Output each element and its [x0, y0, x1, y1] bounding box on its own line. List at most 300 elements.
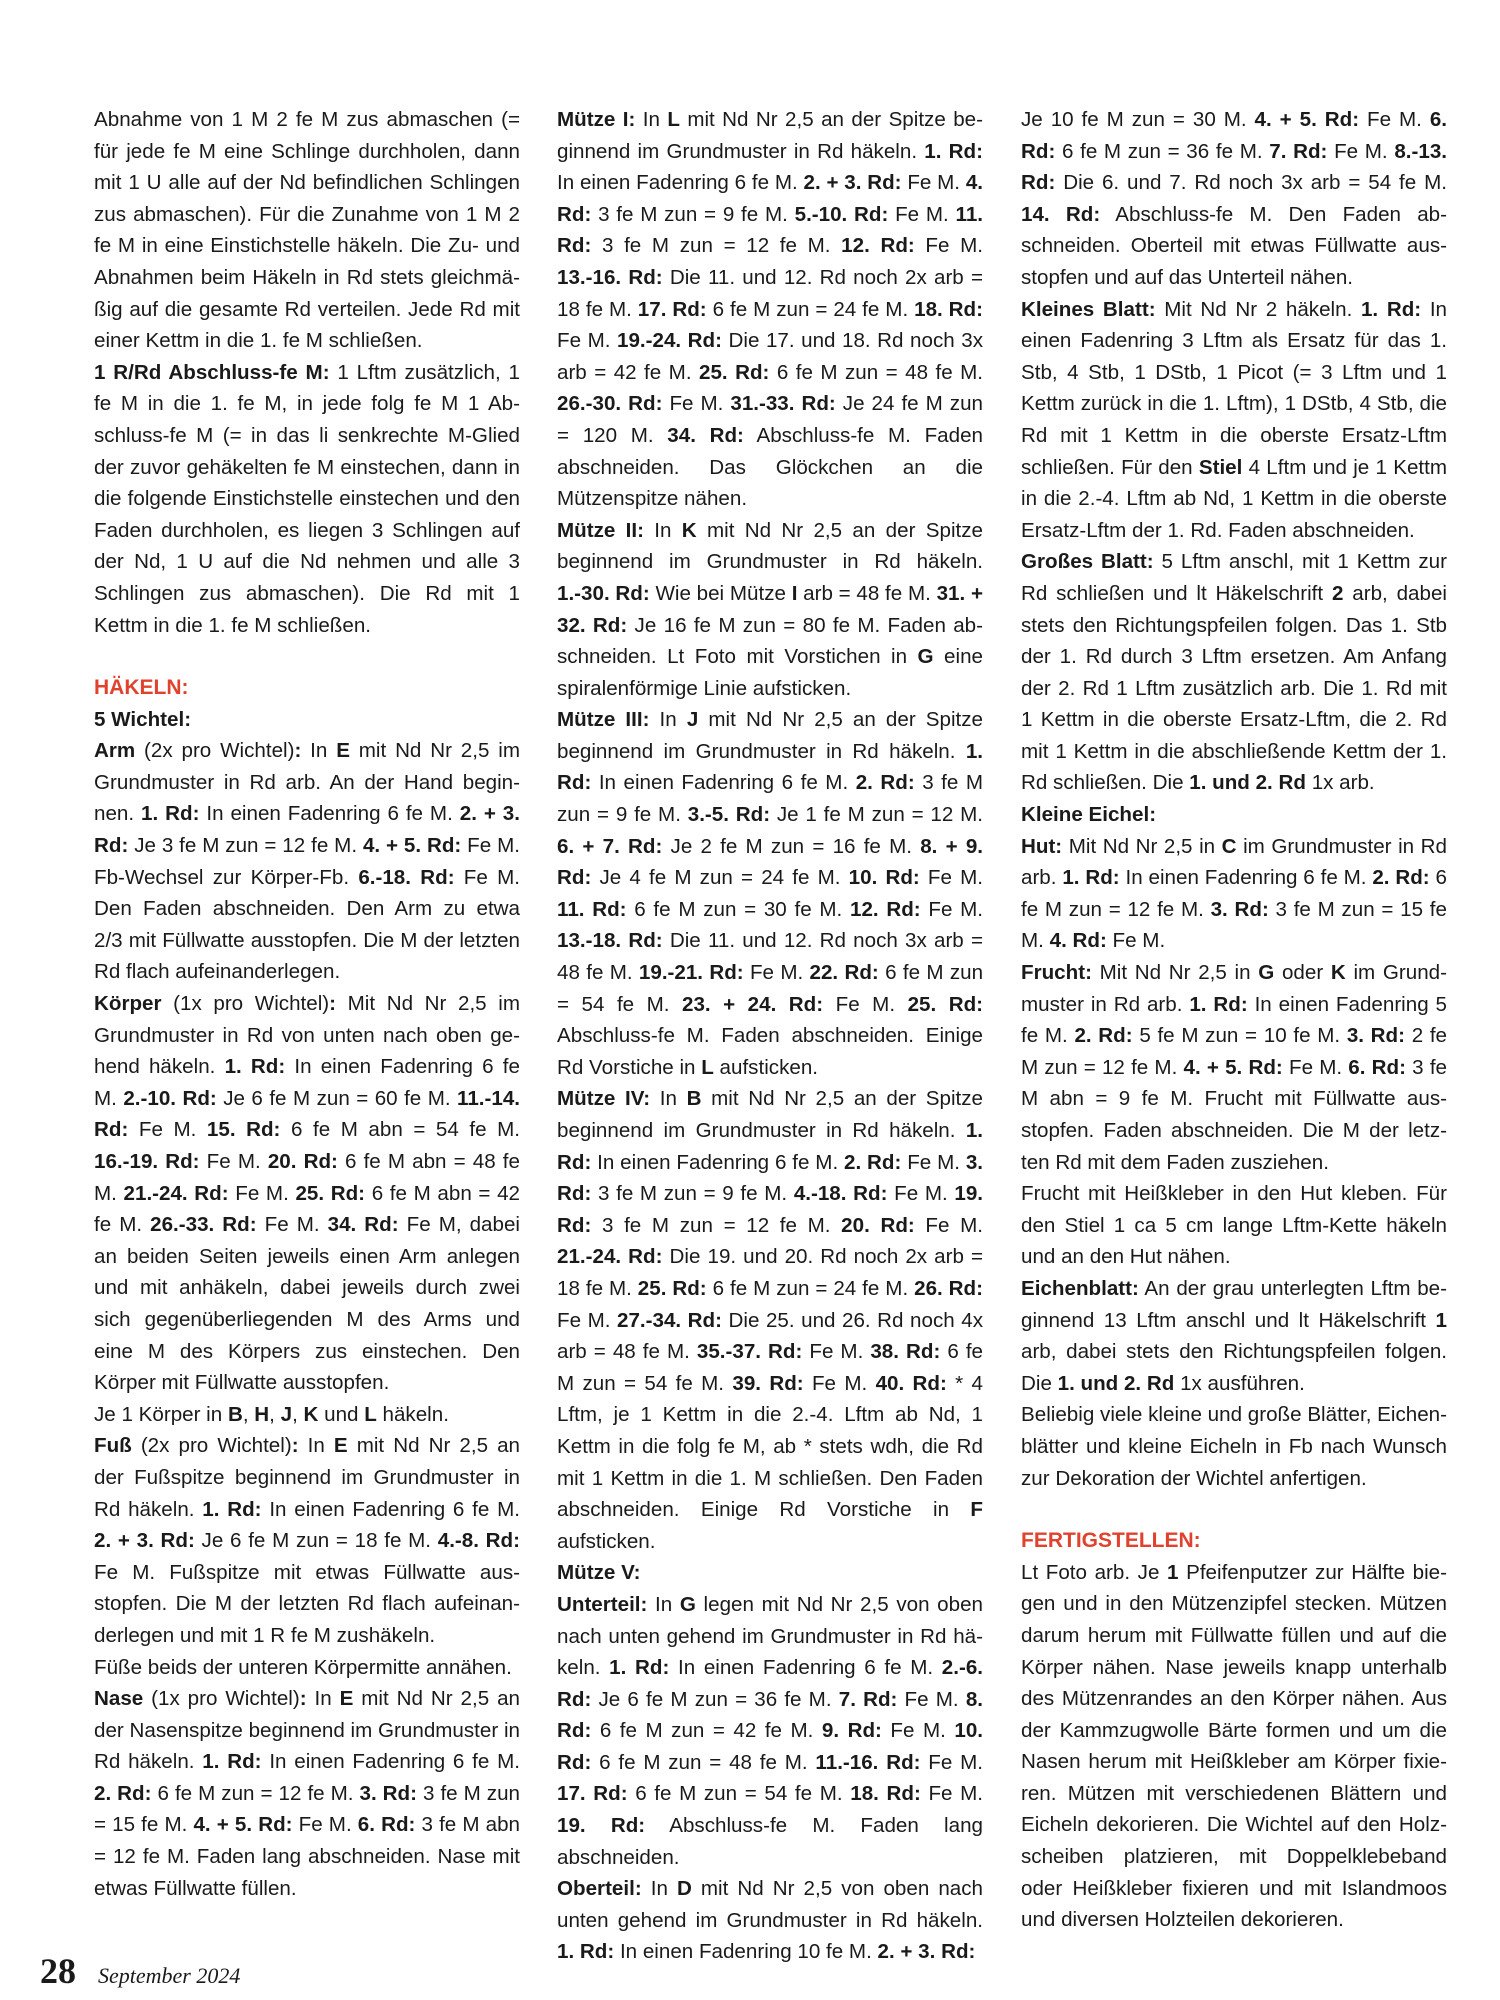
bold-label: Kleines Blatt: [1021, 297, 1156, 321]
text-run: Fe M. Fußspitze mit etwas Füllwatte ausstopfen. Die M der letzten Rd flach aufeinanderlegen und mit 1 R fe M zushäkeln. [94, 1560, 520, 1647]
text-run: Wie bei Mütze [649, 581, 792, 605]
text-run: 6 fe M zun = 24 fe M. [706, 1276, 915, 1300]
bold-label: 11. Rd: [557, 897, 627, 921]
bold-label: 4. + 5. Rd: [193, 1813, 293, 1837]
instruction-paragraph [1021, 104, 1447, 294]
bold-label: 6. Rd: [1348, 1055, 1406, 1079]
bold-label: Hut: [1021, 834, 1063, 858]
text-run: Fe M. [888, 202, 956, 226]
bold-label: 19. Rd: [557, 1182, 983, 1237]
bold-label: 18. Rd: [914, 297, 983, 321]
bold-label: 13.-18. Rd: [557, 929, 663, 953]
text-run: Fe M. [803, 1371, 876, 1395]
text-run: , [292, 1402, 304, 1426]
text-run: Fe M. [914, 1213, 983, 1237]
text-run: Die 17. und 18. Rd noch 3x arb = 42 fe M. [557, 329, 983, 384]
text-run: Die 11. und 12. Rd noch 3x arb = 48 fe M. [557, 929, 983, 985]
bold-label: 2. Rd: [1074, 1024, 1133, 1048]
bold-label: 2 [1331, 581, 1344, 605]
page-footer [40, 1950, 240, 1992]
text-run: Je 24 fe M zun = 120 M. [557, 392, 983, 447]
bold-label: 1. Rd: [224, 1055, 286, 1079]
bold-label: Mütze II: [557, 518, 644, 542]
bold-label: D [676, 1877, 692, 1901]
page-number: 28 [40, 1951, 76, 1991]
bold-label: 9. Rd: [821, 1719, 882, 1743]
bold-label: 26. Rd: [914, 1276, 983, 1300]
bold-label: 4. + 5. Rd: [1254, 108, 1360, 131]
bold-label: 1. Rd: [924, 139, 983, 163]
bold-label: 19. Rd: [557, 1814, 646, 1838]
text-run: In einen Fadenring 10 fe M. [614, 1940, 878, 1964]
text-column-1 [94, 104, 520, 1904]
bold-label: 18. Rd: [850, 1782, 921, 1806]
bold-label: 25. Rd: [907, 992, 984, 1016]
instruction-paragraph [557, 1589, 983, 1873]
instruction-paragraph [1021, 957, 1447, 1178]
bold-label: Großes Blatt: [1021, 550, 1154, 574]
bold-label: 1 [1167, 1560, 1179, 1584]
text-run: 3 fe M zun = 15 fe M. [1021, 897, 1447, 953]
bold-label: 1. Rd: [557, 739, 983, 795]
text-run: 6 fe M zun = 54 fe M. [557, 1340, 983, 1395]
bold-label: Mütze III: [557, 708, 650, 732]
text-run: häkeln. [376, 1402, 449, 1426]
bold-label: 16.-19. Rd: [94, 1150, 200, 1173]
bold-label: 19.-21. Rd: [638, 961, 744, 985]
text-column-3 [1021, 104, 1447, 1936]
text-run: Abschluss-fe M. Faden abschneiden. Einige Rd Vorstiche in [557, 1024, 983, 1079]
bold-label: Unterteil: [557, 1592, 648, 1616]
text-run: 1 Lftm zusätzlich, 1 fe M in die 1. fe M, in jede folg fe M 1 Abschluss-fe M (= in das li senkrechte M-Glied der zuvor gehäkelten fe M einstechen, dann in die folgende Einstichstelle einstechen und den Faden durchholen, es liegen 3 Schlingen auf der Nd, 1 U auf die Nd nehmen und alle 3 Schlingen zus abmaschen). Die Rd mit 1 Kettm in die 1. fe M schließen. [94, 360, 520, 637]
bold-label: 1. Rd: [202, 1497, 262, 1521]
bold-label: 15. Rd: [206, 1118, 281, 1142]
bold-label: G [679, 1592, 696, 1616]
text-run: 6 fe M zun = 12 fe M. [151, 1781, 360, 1805]
bold-label: C [1221, 834, 1237, 858]
text-run: In [643, 518, 682, 542]
text-run: Fe M, dabei an beiden Seiten jeweils einen Arm anlegen und mit anhäkeln, dabei jeweils durch zwei sich gegenüberliegenden M des Arms und eine M des Körpers zus einstechen. Den Körper mit Füllwatte ausstopfen. [94, 1213, 520, 1395]
text-run: Je 3 fe M zun = 12 fe M. [128, 834, 363, 858]
bold-label: 4. Rd: [1049, 929, 1107, 953]
text-run: Fe M. [1282, 1055, 1349, 1079]
text-run: In [650, 1087, 687, 1111]
section-spacer [94, 641, 520, 672]
bold-label: 1. Rd: [609, 1656, 670, 1680]
text-run: In einen Fadenring 6 fe M. [669, 1656, 942, 1680]
bold-label: 1. und 2. Rd [1057, 1371, 1175, 1395]
text-run: An der grau unterlegten Lftm beginnend 13 Lftm anschl und lt Häkelschrift [1021, 1276, 1447, 1332]
instruction-paragraph [94, 704, 520, 736]
instruction-paragraph [94, 357, 520, 641]
text-run: Fe M. [1327, 139, 1395, 163]
text-run: Fe M. [901, 171, 966, 195]
text-run: Je 2 fe M zun = 16 fe M. [662, 834, 921, 858]
text-run: Je 6 fe M zun = 36 fe M. [591, 1687, 839, 1711]
instruction-paragraph [557, 704, 983, 1083]
bold-label: 40. Rd: [875, 1371, 947, 1395]
text-run: In einen Fadenring 6 fe M. [261, 1497, 520, 1521]
bold-label: 39. Rd: [732, 1371, 804, 1395]
text-run: Die 25. und 26. Rd noch 4x arb = 48 fe M. [557, 1308, 983, 1364]
text-run: * 4 Lftm, je 1 Kettm in die 2.-4. Lftm ab Nd, 1 Kettm in die folg fe M, ab * stets wdh, die Rd mit 1 Kettm in die 1. M schließen. Den Faden abschneiden. Einige Rd Vorstiche in [557, 1371, 983, 1522]
bold-label: 2. Rd: [94, 1781, 152, 1805]
bold-label: 3. Rd: [1346, 1024, 1405, 1048]
text-run: Fe M. [1359, 108, 1430, 131]
bold-label: 17. Rd: [637, 297, 707, 321]
bold-label: 22. Rd: [809, 961, 879, 985]
text-run: 3 fe M abn = 9 fe M. Frucht mit Füllwatte ausstopfen. Faden abschneiden. Die M der letzten Rd mit dem Faden zusziehen. [1021, 1055, 1447, 1174]
bold-label: Mütze V: [557, 1561, 641, 1585]
bold-label: 23. + 24. Rd: [682, 992, 824, 1016]
text-run: 3 fe M zun = 9 fe M. [591, 1182, 794, 1206]
issue-date: September 2024 [98, 1963, 241, 1988]
bold-label: L [701, 1055, 714, 1079]
bold-label: 7. Rd: [1269, 139, 1328, 163]
instruction-paragraph [94, 1683, 520, 1904]
bold-label: E [339, 1687, 354, 1711]
text-run: aufsticken. [713, 1055, 818, 1079]
text-run: Fe M. [897, 1687, 966, 1711]
bold-label: 26.-30. Rd: [557, 392, 663, 416]
bold-label: 17. Rd: [557, 1782, 628, 1806]
bold-label: : [299, 1687, 307, 1711]
bold-label: 4.-18. Rd: [793, 1182, 888, 1206]
text-run: Fe M. [292, 1813, 358, 1837]
text-run: 6 fe M abn = 48 fe M. [94, 1150, 520, 1205]
bold-label: 21.-24. Rd: [557, 1245, 663, 1269]
bold-label: 5 Wichtel: [94, 707, 192, 731]
bold-label: 1 [1435, 1308, 1447, 1332]
bold-label: 2. + 3. Rd: [94, 802, 520, 858]
bold-label: 1. Rd: [1062, 866, 1120, 890]
text-run: Fe M. [743, 961, 810, 985]
bold-label: 2. + 3. Rd: [803, 171, 902, 195]
bold-label: 13.-16. Rd: [557, 265, 663, 289]
bold-label: 6. Rd: [1021, 108, 1447, 163]
text-run: In [647, 1592, 680, 1616]
text-run: Fe M. [881, 1719, 955, 1743]
text-run: mit Nd Nr 2,5 an der Spitze beginnend im Grundmuster in Rd häkeln. [557, 708, 984, 763]
bold-label: Kleine Eichel: [1021, 803, 1157, 827]
text-run: mit Nd Nr 2,5 an der Spitze beginnend im Grundmuster in Rd häkeln. [557, 518, 983, 574]
text-run: arb, dabei stets den Richtungspfeilen folgen. Das 1. Stb der 1. Rd durch 3 Lftm ersetzen. Am Anfang der 2. Rd 1 Lftm zusätzlich arb. Die 1. Rd mit 1 Kettm in die oberste Ersatz-Lftm, die 2. Rd mit 1 Kettm in die abschließende Kettm der 1. Rd schließen. Die [1021, 581, 1447, 795]
bold-label: K [1330, 961, 1346, 985]
instruction-paragraph [1021, 1178, 1447, 1273]
text-run: In einen Fadenring 6 fe M. [557, 171, 804, 195]
text-run: im Grundmuster in Rd arb. [1021, 961, 1447, 1016]
bold-label: B [686, 1087, 702, 1111]
bold-label: 1. Rd: [557, 1940, 615, 1964]
bold-label: G [917, 645, 934, 669]
bold-label: 2. + 3. Rd: [94, 1529, 195, 1553]
bold-label: : [329, 992, 336, 1016]
text-run: 3 fe M zun = 12 fe M. [591, 234, 842, 258]
bold-label: 3. Rd: [359, 1781, 417, 1805]
text-run: 6 fe M abn = 42 fe M. [94, 1181, 520, 1237]
instruction-paragraph [1021, 799, 1447, 831]
text-run: (2x pro Wichtel) [135, 739, 295, 763]
text-run: 3 fe M zun = 15 fe M. [94, 1781, 520, 1837]
text-run: In [306, 1687, 340, 1711]
bold-label: 11.-16. Rd: [815, 1750, 921, 1774]
bold-label: 31.-33. Rd: [730, 392, 836, 416]
bold-label: 5.-10. Rd: [794, 202, 889, 226]
instruction-paragraph [94, 1652, 520, 1684]
text-run: 6 fe M zun = 54 fe M. [627, 1782, 851, 1806]
bold-label: 1. und 2. Rd [1189, 771, 1306, 795]
text-run: In [298, 1434, 334, 1458]
text-run: 6 fe M zun = 54 fe M. [557, 961, 984, 1016]
bold-label: 34. Rd: [667, 423, 744, 447]
text-run: aufsticken. [557, 1529, 656, 1553]
text-run: 6 fe M zun = 12 fe M. [1021, 866, 1447, 921]
text-run: In einen Fadenring 6 fe M. [199, 802, 460, 826]
text-run: mit Nd Nr 2,5 an der Spitze beginnend im Grundmuster in Rd häkeln. [557, 1087, 984, 1142]
text-run: Fe M. Fb-Wechsel zur Körper-Fb. [94, 834, 520, 889]
bold-label: 31. + 32. Rd: [557, 581, 983, 637]
text-run: Pfeifenputzer zur Hälfte biegen und in den Mützenzipfel stecken. Mützen darum herum mit Füllwatte füllen und auf die Körper nähen. Nase jeweils knapp unterhalb des Mützenrandes an den Körper nähen. Aus der Kammzugwolle Bärte formen und um die Nasen herum mit Heißkleber am Körper fixieren. Mützen mit verschiedenen Blättern und Eicheln dekorieren. Die Wichtel auf den Holzscheiben platzieren, mit Doppelklebeband oder Heißkleber fixieren und mit Islandmoos und diversen Holzteilen dekorieren. [1021, 1560, 1447, 1932]
bold-label: H [254, 1402, 270, 1426]
text-run: Beliebig viele kleine und große Blätter, Eichenblätter und kleine Eicheln in Fb nach Wunsch zur Dekoration der Wichtel anfertigen. [1021, 1403, 1447, 1490]
bold-label: 1 R/Rd Abschluss-fe M: [94, 360, 330, 384]
bold-label: 14. Rd: [1021, 202, 1101, 226]
bold-label: F [970, 1498, 983, 1522]
text-run: 6 fe M zun = 30 fe M. [626, 897, 850, 921]
instruction-paragraph [557, 1873, 983, 1968]
bold-label: 25. Rd: [637, 1276, 707, 1300]
text-run: Fe M. [887, 1182, 955, 1206]
bold-label: K [681, 518, 697, 542]
bold-label: 12. Rd: [849, 897, 921, 921]
text-run: im Grundmuster in Rd arb. [1021, 834, 1447, 890]
bold-label: : [291, 1434, 299, 1458]
text-run: , [269, 1402, 281, 1426]
text-run: In [635, 108, 668, 131]
instruction-paragraph [1021, 1557, 1447, 1936]
instruction-paragraph [557, 1083, 983, 1557]
bold-label: 10. Rd: [557, 1719, 983, 1774]
text-run: mit Nd Nr 2,5 an der Nasenspitze beginnend im Grundmuster in Rd häkeln. [94, 1687, 520, 1774]
section-heading: FERTIGSTELLEN: [1021, 1529, 1201, 1553]
bold-label: Nase [94, 1687, 144, 1711]
instruction-paragraph [1021, 1399, 1447, 1494]
text-run: Mit Nd Nr 2,5 in [1091, 961, 1259, 985]
instruction-paragraph [1021, 831, 1447, 957]
text-run: Abnahme von 1 M 2 fe M zus abmaschen (= für jede fe M eine Schlinge durchholen, dann mit 1 U alle auf der Nd befindlichen Schlingen zus abmaschen). Für die Zunahme von 1 M 2 fe M in eine Einstichstelle häkeln. Die Zu- und Abnahmen beim Häkeln in Rd stets gleichmäßig auf die gesamte Rd verteilen. Jede Rd mit einer Kettm in die 1. fe M schließen. [94, 108, 520, 353]
bold-label: K [303, 1402, 319, 1426]
bold-label: Frucht: [1021, 961, 1092, 985]
text-run: In einen Fadenring 5 fe M. [1021, 992, 1447, 1048]
bold-label: I [791, 581, 798, 605]
instruction-paragraph [1021, 546, 1447, 799]
text-run: Fe M. [128, 1118, 207, 1142]
text-run: , [242, 1402, 255, 1426]
bold-label: E [333, 1434, 348, 1458]
text-run: 3 fe M zun = 9 fe M. [591, 202, 795, 226]
bold-label: Fuß [94, 1434, 132, 1458]
bold-label: 6. Rd: [357, 1813, 416, 1837]
text-column-2 [557, 104, 983, 1968]
bold-label: 1. Rd: [1189, 992, 1248, 1016]
instruction-paragraph [94, 735, 520, 988]
text-run: mit Nd Nr 2,5 im Grundmuster in Rd arb. An der Hand beginnen. [94, 739, 520, 826]
text-run: 1x arb. [1305, 771, 1375, 795]
instruction-paragraph [557, 1557, 983, 1589]
instruction-paragraph [94, 1430, 520, 1651]
text-run: Frucht mit Heißkleber in den Hut kleben. Für den Stiel 1 ca 5 cm lange Lftm-Kette häkeln und an den Hut nähen. [1021, 1182, 1447, 1269]
bold-label: E [336, 739, 350, 763]
text-run: 4 Lftm und je 1 Kettm in die 2.-4. Lftm ab Nd, 1 Kettm in die oberste Ersatz-Lftm der 1. Rd. Faden abschneiden. [1021, 455, 1447, 542]
text-run: 5 Lftm anschl, mit 1 Kettm zur Rd schließen und lt Häkelschrift [1021, 550, 1447, 605]
bold-label: 8.-13. Rd: [1021, 139, 1447, 195]
bold-label: 1. Rd: [1360, 297, 1422, 321]
text-run: oder [1274, 961, 1331, 985]
text-run: Fe M. [914, 234, 983, 258]
bold-label: 19.-24. Rd: [617, 329, 722, 353]
bold-label: Eichenblatt: [1021, 1276, 1139, 1300]
bold-label: 12. Rd: [841, 234, 915, 258]
bold-label: 25. Rd: [295, 1181, 366, 1205]
text-run: Fe M. [901, 1150, 966, 1174]
text-run: Die 6. und 7. Rd noch 3x arb = 54 fe M. [1055, 171, 1447, 195]
bold-label: 3. Rd: [557, 1150, 983, 1206]
text-run: Je 1 Körper in [94, 1402, 228, 1426]
text-run: 6 fe M zun = 36 fe M. [1055, 139, 1270, 163]
text-run: 6 fe M zun = 48 fe M. [591, 1750, 816, 1774]
text-run: (2x pro Wichtel) [131, 1434, 292, 1458]
bold-label: 4. + 5. Rd: [362, 834, 462, 858]
bold-label: 2. Rd: [1372, 866, 1430, 890]
bold-label: Mütze I: [557, 108, 636, 131]
text-run: Mit Nd Nr 2,5 in [1062, 834, 1222, 858]
text-run: Fe M. [199, 1150, 268, 1173]
bold-label: 1.-30. Rd: [557, 581, 650, 605]
text-run: arb = 48 fe M. [797, 581, 937, 605]
bold-label: 4. Rd: [557, 171, 983, 226]
text-run: Je 6 fe M zun = 18 fe M. [194, 1529, 438, 1553]
bold-label: 4. + 5. Rd: [1183, 1055, 1283, 1079]
text-run: Fe M. [228, 1181, 296, 1205]
bold-label: 4.-8. Rd: [437, 1529, 520, 1553]
text-run: Fe M. [557, 1308, 617, 1332]
bold-label: 25. Rd: [699, 360, 770, 384]
instruction-paragraph [557, 104, 983, 515]
text-run: 3 fe M abn = 12 fe M. Faden lang abschneiden. Nase mit etwas Füllwatte füllen. [94, 1813, 521, 1900]
text-run: eine spiralenförmige Linie aufsticken. [557, 645, 983, 700]
bold-label: 1. Rd: [141, 802, 200, 826]
bold-label: 1. Rd: [557, 1119, 983, 1174]
instruction-paragraph [94, 1399, 520, 1431]
bold-label: 11. Rd: [557, 202, 984, 258]
text-run: Je 16 fe M zun = 80 fe M. Faden abschneiden. Lt Foto mit Vorstichen in [557, 613, 983, 669]
text-run: In einen Fadenring 6 fe M. [94, 1055, 520, 1110]
text-run: 6 fe M zun = 24 fe M. [706, 297, 915, 321]
text-run: In einen Fadenring 3 Lftm als Ersatz für das 1. Stb, 4 Stb, 1 DStb, 1 Picot (= 3 Lftm und 1 Kettm zurück in die 1. Lftm), 1 DStb, 4 Stb, die Rd mit 1 Kettm in die oberste Ersatz-Lftm schließen. Für den [1021, 297, 1447, 479]
text-run: Fe M. [662, 392, 731, 416]
bold-label: 6.-18. Rd: [358, 865, 455, 889]
text-run: mit Nd Nr 2,5 von oben nach unten gehend im Grundmuster in Rd häkeln. [557, 1877, 983, 1932]
instruction-paragraph [557, 515, 983, 705]
text-run: 5 fe M zun = 10 fe M. [1132, 1024, 1347, 1048]
bold-label: 34. Rd: [327, 1213, 399, 1237]
text-run: Abschluss-fe M. Faden lang abschneiden. [557, 1814, 983, 1869]
text-run: Fe M. [256, 1213, 328, 1237]
bold-label: Arm [94, 739, 136, 763]
bold-label: J [686, 708, 699, 732]
text-run: In einen Fadenring 6 fe M. [591, 771, 856, 795]
bold-label: 2. + 3. Rd: [877, 1940, 976, 1964]
text-run: legen mit Nd Nr 2,5 von oben nach unten gehend im Grundmuster in Rd häkeln. [557, 1592, 983, 1680]
text-run: 6 fe M zun = 42 fe M. [591, 1719, 822, 1743]
bold-label: Oberteil: [557, 1877, 642, 1901]
bold-label: 6. + 7. Rd: [557, 834, 663, 858]
text-run: (1x pro Wichtel) [161, 992, 330, 1016]
bold-label: L [364, 1402, 377, 1426]
text-run: Fe M. [920, 1750, 984, 1774]
bold-label: 35.-37. Rd: [696, 1340, 803, 1364]
bold-label: 26.-33. Rd: [150, 1213, 257, 1237]
text-run: Mit Nd Nr 2,5 im Grundmuster in Rd von unten nach oben gehend häkeln. [94, 992, 520, 1079]
bold-label: 11.-14. Rd: [94, 1086, 521, 1142]
bold-label: Körper [94, 992, 162, 1016]
text-run: Fe M. [802, 1340, 871, 1364]
text-run: Mit Nd Nr 2 häkeln. [1155, 297, 1361, 321]
text-run: 3 fe M zun = 9 fe M. [557, 771, 983, 827]
bold-label: L [667, 108, 680, 131]
text-run: Fe M. [823, 992, 908, 1016]
text-run: Fe M. Den Faden abschneiden. Den Arm zu etwa 2/3 mit Füllwatte ausstopfen. Die M der letzten Rd flach aufeinanderlegen. [94, 865, 520, 984]
instruction-paragraph [1021, 294, 1447, 547]
text-run: Je 6 fe M zun = 60 fe M. [216, 1086, 458, 1110]
text-run: In einen Fadenring 6 fe M. [261, 1750, 520, 1774]
bold-label: 8. + 9. Rd: [557, 834, 983, 890]
bold-label: 3.-5. Rd: [687, 803, 771, 827]
bold-label: Stiel [1198, 455, 1243, 479]
bold-label: G [1258, 961, 1275, 985]
instruction-paragraph [1021, 1273, 1447, 1399]
instruction-paragraph [94, 988, 520, 1399]
text-run: arb, dabei stets den Richtungspfeilen folgen. Die [1021, 1340, 1447, 1395]
bold-label: 20. Rd: [841, 1213, 915, 1237]
section-heading: HÄKELN: [94, 676, 189, 700]
text-run: Je 10 fe M zun = 30 M. [1021, 108, 1255, 131]
text-run: 3 fe M zun = 12 fe M. [591, 1213, 842, 1237]
text-run: In [641, 1877, 677, 1901]
bold-label: 7. Rd: [838, 1687, 898, 1711]
bold-label: 27.-34. Rd: [617, 1308, 722, 1332]
text-run: In [649, 708, 687, 732]
bold-label: 10. Rd: [848, 866, 920, 890]
bold-label: 38. Rd: [870, 1340, 941, 1364]
text-run: Füße beids der unteren Körpermitte annähen. [94, 1655, 512, 1679]
bold-label: 21.-24. Rd: [123, 1181, 229, 1205]
text-run: und [318, 1402, 365, 1426]
text-run: mit Nd Nr 2,5 an der Fußspitze beginnend im Grundmuster in Rd häkeln. [94, 1434, 520, 1521]
text-run: Lt Foto arb. Je [1021, 1560, 1168, 1584]
text-run: 6 fe M zun = 48 fe M. [769, 360, 983, 384]
bold-label: 2.-6. Rd: [557, 1656, 983, 1711]
bold-label: 2. Rd: [844, 1150, 902, 1174]
bold-label: : [294, 739, 302, 763]
text-run: In einen Fadenring 6 fe M. [591, 1150, 845, 1174]
bold-label: B [227, 1402, 243, 1426]
text-run: 1x ausführen. [1174, 1371, 1305, 1395]
text-run: Die 19. und 20. Rd noch 2x arb = 18 fe M. [557, 1245, 983, 1300]
text-run: Je 4 fe M zun = 24 fe M. [591, 866, 849, 890]
bold-label: J [280, 1402, 293, 1426]
bold-label: 2.-10. Rd: [123, 1086, 217, 1110]
